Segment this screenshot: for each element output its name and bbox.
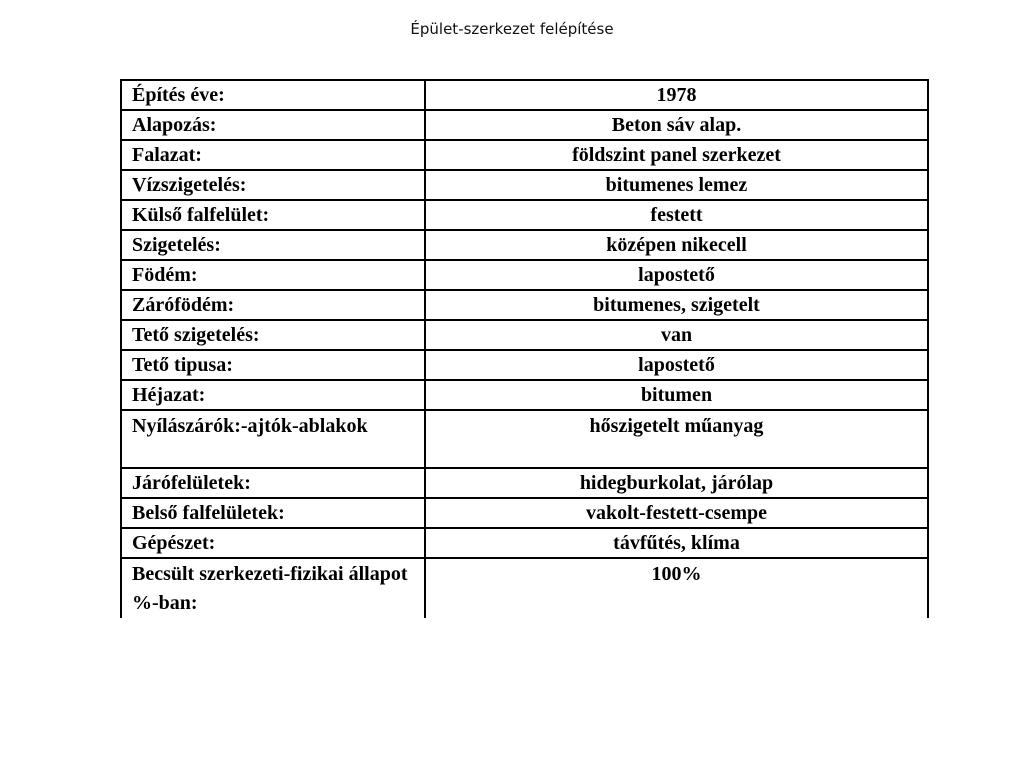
table-row xyxy=(121,558,928,618)
row-label: Tető tipusa: xyxy=(121,350,425,380)
table-row xyxy=(121,260,928,290)
row-value: távfűtés, klíma xyxy=(425,528,928,558)
row-label: Gépészet: xyxy=(121,528,425,558)
row-value: hidegburkolat, járólap xyxy=(425,468,928,498)
row-label: Járófelületek: xyxy=(121,468,425,498)
row-label: Belső falfelületek: xyxy=(121,498,425,528)
row-value: hőszigetelt műanyag xyxy=(425,410,928,468)
table-row xyxy=(121,290,928,320)
row-value: bitumenes, szigetelt xyxy=(425,290,928,320)
building-structure-table xyxy=(120,79,929,618)
table-row xyxy=(121,380,928,410)
row-value: bitumen xyxy=(425,380,928,410)
row-value: 100% xyxy=(425,558,928,618)
row-value: lapostető xyxy=(425,260,928,290)
row-value: Beton sáv alap. xyxy=(425,110,928,140)
row-label: Vízszigetelés: xyxy=(121,170,425,200)
row-label: Külső falfelület: xyxy=(121,200,425,230)
row-value: vakolt-festett-csempe xyxy=(425,498,928,528)
row-label: Falazat: xyxy=(121,140,425,170)
row-label: Héjazat: xyxy=(121,380,425,410)
table-row xyxy=(121,350,928,380)
row-value: földszint panel szerkezet xyxy=(425,140,928,170)
table-row xyxy=(121,200,928,230)
row-label: Szigetelés: xyxy=(121,230,425,260)
table-row xyxy=(121,170,928,200)
table-row xyxy=(121,528,928,558)
row-label: Nyílászárók:-ajtók-ablakok xyxy=(121,410,425,468)
row-label: Tető szigetelés: xyxy=(121,320,425,350)
row-value: 1978 xyxy=(425,80,928,110)
document-title: Épület-szerkezet felépítése xyxy=(410,20,614,38)
table-row xyxy=(121,110,928,140)
table-row xyxy=(121,320,928,350)
row-value: van xyxy=(425,320,928,350)
table-row xyxy=(121,80,928,110)
row-label: Födém: xyxy=(121,260,425,290)
table-row xyxy=(121,498,928,528)
row-label: Zárófödém: xyxy=(121,290,425,320)
row-value: lapostető xyxy=(425,350,928,380)
table-row xyxy=(121,410,928,468)
table-row xyxy=(121,230,928,260)
row-label: Alapozás: xyxy=(121,110,425,140)
row-value: festett xyxy=(425,200,928,230)
row-label: Becsült szerkezeti-fizikai állapot %-ban: xyxy=(121,558,425,618)
row-label: Építés éve: xyxy=(121,80,425,110)
table-row xyxy=(121,468,928,498)
row-value: középen nikecell xyxy=(425,230,928,260)
table-row xyxy=(121,140,928,170)
row-value: bitumenes lemez xyxy=(425,170,928,200)
